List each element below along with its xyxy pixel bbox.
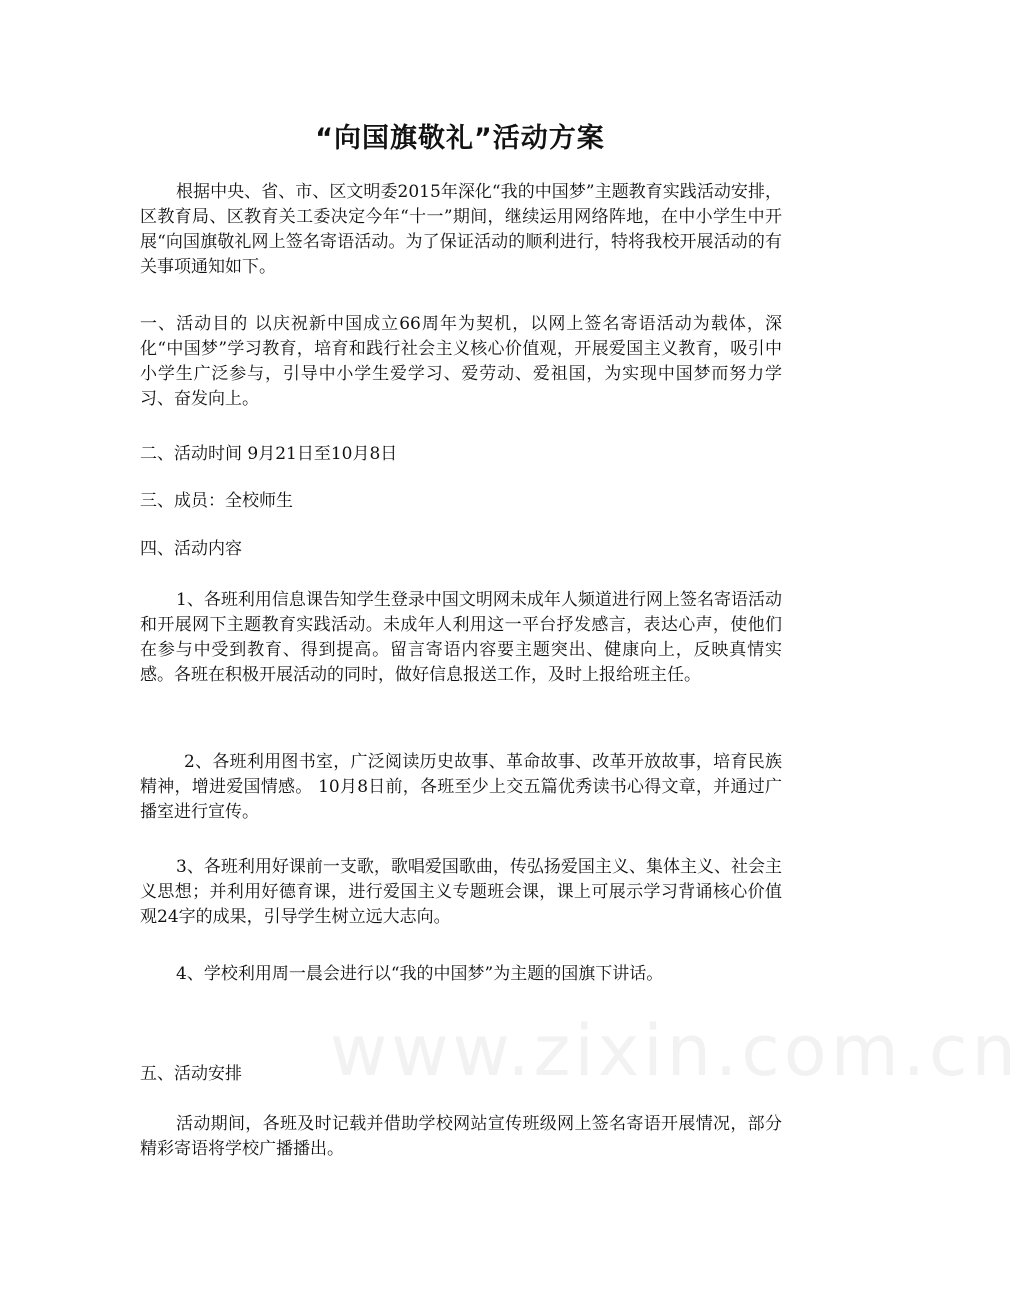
document-title: “向国旗敬礼”活动方案 [315, 123, 605, 154]
intro-paragraph: 根据中央、省、市、区文明委2015年深化“我的中国梦”主题教育实践活动安排，区教育局、区教育关工委决定今年“十一”期间，继续运用网络阵地，在中小学生中开展“向国旗敬礼网上签名寄语活动。为了保证活动的顺利进行，特将我校开展活动的有关事项通知如下。 [140, 182, 782, 277]
arrangement-heading: 五、活动安排 [140, 1064, 242, 1084]
content-item-4: 4、学校利用周一晨会进行以“我的中国梦”为主题的国旗下讲话。 [176, 964, 664, 984]
content-item-1: 1、各班利用信息课告知学生登录中国文明网未成年人频道进行网上签名寄语活动和开展网下主题教育实践活动。未成年人利用这一平台抒发感言，表达心声，使他们在参与中受到教育、得到提高。留言寄语内容要主题突出、健康向上，反映真情实感。各班在积极开展活动的同时，做好信息报送工作，及时上报给班主任。 [140, 590, 782, 685]
content-heading: 四、活动内容 [140, 539, 242, 559]
purpose-paragraph: 一、活动目的 以庆祝新中国成立66周年为契机，以网上签名寄语活动为载体，深化“中国梦”学习教育，培育和践行社会主义核心价值观，开展爱国主义教育，吸引中小学生广泛参与，引导中小学生爱学习、爱劳动、爱祖国，为实现中国梦而努力学习、奋发向上。 [140, 314, 782, 409]
content-item-3: 3、各班利用好课前一支歌，歌唱爱国歌曲，传弘扬爱国主义、集体主义、社会主义思想；并利用好德育课，进行爱国主义专题班会课，课上可展示学习背诵核心价值观24字的成果，引导学生树立远大志向。 [140, 857, 782, 927]
time-paragraph: 二、活动时间 9月21日至10月8日 [140, 444, 398, 464]
watermark: www.zixin.com.cn [330, 1010, 1020, 1092]
arrangement-paragraph: 活动期间，各班及时记载并借助学校网站宣传班级网上签名寄语开展情况，部分精彩寄语将学校广播播出。 [140, 1114, 782, 1159]
members-paragraph: 三、成员：全校师生 [140, 491, 293, 511]
content-item-2: 2、各班利用图书室，广泛阅读历史故事、革命故事、改革开放故事，培育民族精神，增进爱国情感。 10月8日前，各班至少上交五篇优秀读书心得文章，并通过广播室进行宣传。 [140, 752, 782, 822]
